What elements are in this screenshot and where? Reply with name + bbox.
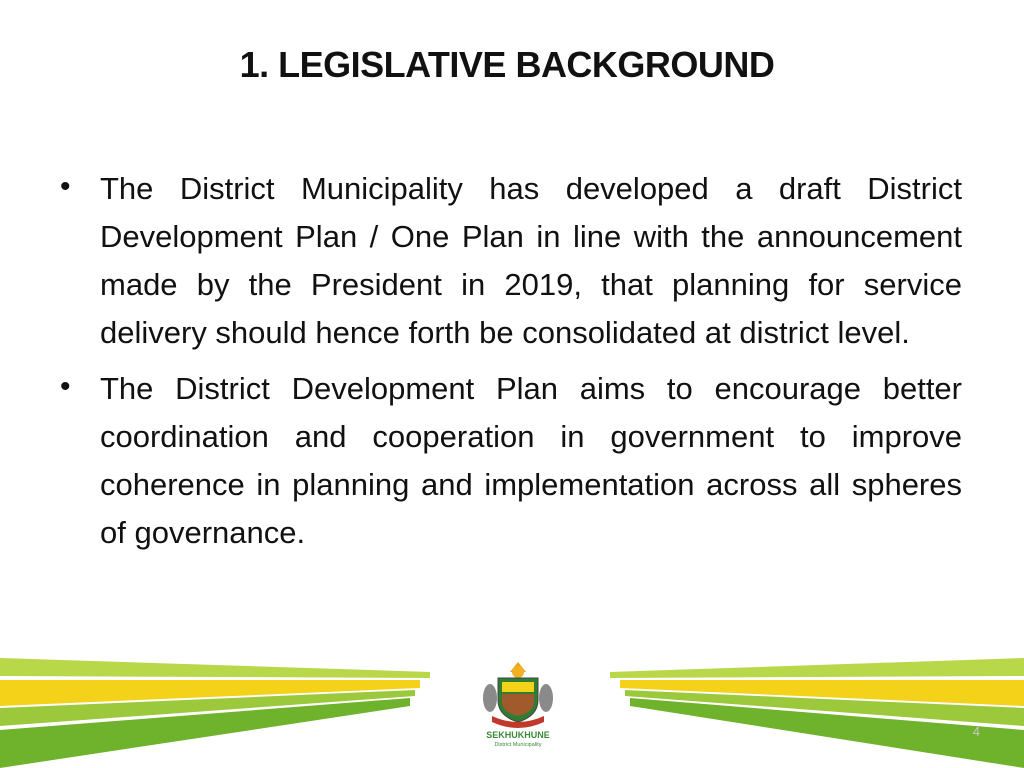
slide-title: 1. LEGISLATIVE BACKGROUND <box>239 44 775 85</box>
bullet-item <box>60 365 962 557</box>
bullet-list <box>60 165 962 565</box>
sekhukhune-district-crest-icon <box>483 662 553 728</box>
bullet-item <box>60 165 962 357</box>
bullet-marker: • <box>60 370 71 403</box>
logo-sub-text: District Municipality <box>494 742 542 748</box>
bullet-text: The District Municipality has developed a draft District Development Plan / One Plan in line with the announcement made by the President in 2019, that planning for service delivery should hence forth be consolidated at district level. <box>100 171 962 350</box>
right-green-stripe-top <box>610 658 1024 678</box>
sekhukhune-logo <box>480 658 556 748</box>
bullet-text: The District Development Plan aims to encourage better coordination and cooperation in government to improve coherence in planning and implementation across all spheres of governance. <box>100 371 962 550</box>
logo-name-text: SEKHUKHUNE <box>486 730 550 740</box>
page-number: 4 <box>972 724 980 739</box>
bullet-marker: • <box>60 170 71 203</box>
left-green-stripe-top <box>0 658 430 678</box>
